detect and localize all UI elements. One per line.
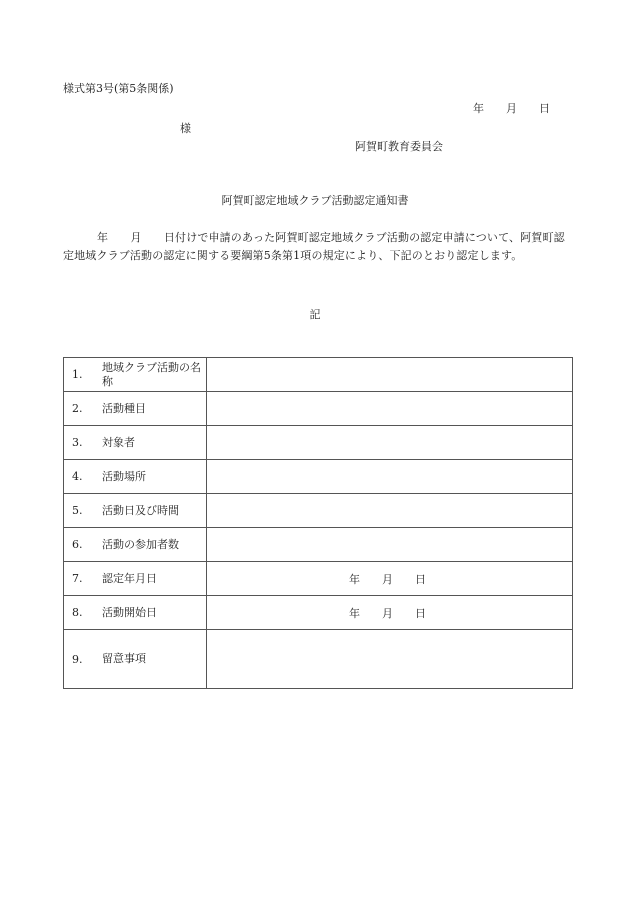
issue-date	[473, 100, 550, 116]
item-label-cell	[64, 460, 207, 494]
item-value-cell[interactable]	[207, 460, 573, 494]
item-label: 活動開始日	[102, 605, 157, 619]
item-number: 5.	[72, 504, 83, 517]
item-label: 活動種目	[102, 401, 146, 415]
date-year: 年	[473, 102, 484, 115]
table-row	[64, 528, 573, 562]
item-label-cell	[64, 630, 207, 689]
item-label: 活動の参加者数	[102, 537, 179, 551]
item-value-cell[interactable]	[207, 392, 573, 426]
item-value-cell[interactable]	[207, 494, 573, 528]
item-label: 活動日及び時間	[102, 503, 179, 517]
item-value-cell[interactable]	[207, 358, 573, 392]
item-label: 活動場所	[102, 469, 146, 483]
item-value-cell[interactable]	[207, 528, 573, 562]
item-label-cell	[64, 392, 207, 426]
item-number: 2.	[72, 402, 83, 415]
item-number: 6.	[72, 538, 83, 551]
item-label: 留意事項	[102, 652, 146, 665]
item-number: 4.	[72, 470, 83, 483]
table-row	[64, 460, 573, 494]
item-value-cell[interactable]	[207, 630, 573, 689]
table-row	[64, 392, 573, 426]
form-number: 様式第3号(第5条関係)	[63, 82, 174, 95]
table-row	[64, 630, 573, 689]
item-label: 認定年月日	[102, 571, 157, 585]
table-row	[64, 596, 573, 630]
date-day: 日	[539, 102, 550, 115]
item-number: 8.	[72, 606, 83, 619]
date-month: 月	[506, 102, 517, 115]
approval-date	[207, 571, 572, 587]
item-label-cell	[64, 528, 207, 562]
item-label-cell	[64, 596, 207, 630]
issuer-name: 阿賀町教育委員会	[355, 140, 443, 153]
item-value-cell[interactable]	[207, 562, 573, 596]
date-day: 日	[415, 572, 426, 586]
item-label-cell	[64, 358, 207, 392]
item-label: 対象者	[102, 435, 135, 449]
item-value-cell[interactable]	[207, 596, 573, 630]
items-table	[63, 357, 573, 689]
item-label-cell	[64, 494, 207, 528]
document-title: 阿賀町認定地域クラブ活動認定通知書	[221, 194, 409, 207]
table-row	[64, 358, 573, 392]
date-day: 日	[415, 606, 426, 620]
ki-heading: 記	[309, 308, 321, 321]
item-label-cell	[64, 426, 207, 460]
date-year: 年	[349, 606, 360, 620]
item-label: 地域クラブ活動の名称	[102, 360, 201, 388]
item-number: 3.	[72, 436, 83, 449]
item-number: 9.	[72, 652, 83, 666]
table-row	[64, 562, 573, 596]
date-year: 年	[349, 572, 360, 586]
table-row	[64, 494, 573, 528]
item-number: 1.	[72, 368, 83, 381]
start-date	[207, 605, 572, 621]
body-text: 年 月 日付けで申請のあった阿賀町認定地域クラブ活動の認定申請について、阿賀町認定地域クラブ活動の認定に関する要綱第5条第1項の規定により、下記のとおり認定します。	[63, 231, 565, 262]
addressee-suffix: 様	[180, 122, 191, 135]
item-label-cell	[64, 562, 207, 596]
item-number: 7.	[72, 572, 83, 585]
item-value-cell[interactable]	[207, 426, 573, 460]
table-row	[64, 426, 573, 460]
date-month: 月	[382, 572, 393, 586]
date-month: 月	[382, 606, 393, 620]
